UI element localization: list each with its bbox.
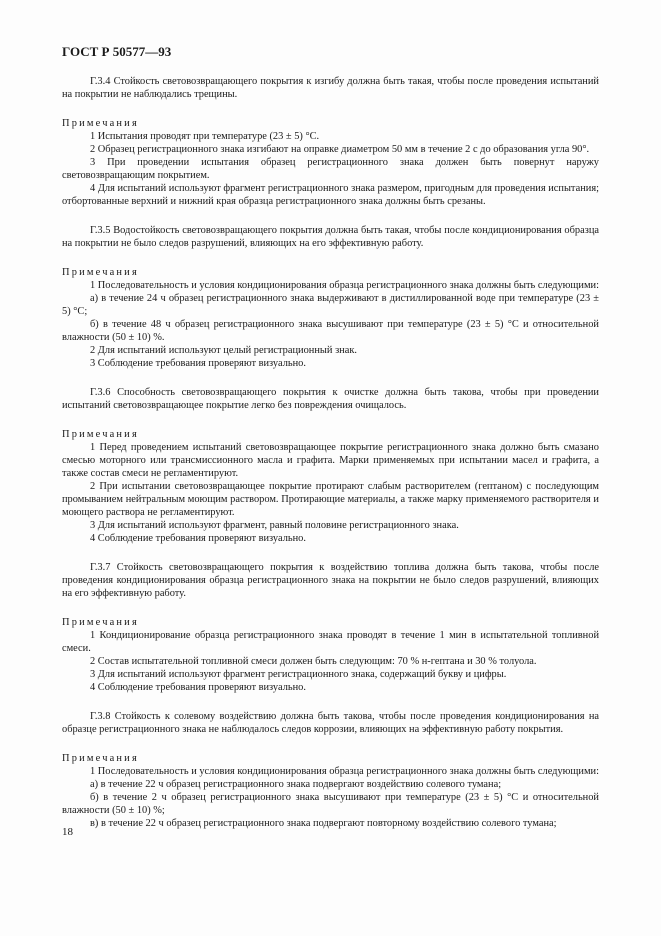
- note-item: 3 Для испытаний используют фрагмент регистрационного знака, содержащий букву и цифры.: [90, 669, 507, 680]
- section-paragraph: Г.3.8 Стойкость к солевому воздействию должна быть такова, чтобы после проведения кондиционирования на образце регистрационного знака не наблюдалось следов коррозии, влияющих на эффективную работу покрытия.: [62, 711, 599, 735]
- document-body: [62, 75, 599, 830]
- note-item: 4 Для испытаний используют фрагмент регистрационного знака размером, пригодным для проведения испытания; отбортованные верхний и нижний края образца регистрационного знака должны быть срезаны.: [62, 183, 599, 207]
- section-g-3-6: [62, 386, 599, 545]
- note-item: б) в течение 2 ч образец регистрационного знака высушивают при температуре (23 ± 5) °С и относительной влажности (50 ± 10) %;: [62, 792, 599, 816]
- note-item: в) в течение 22 ч образец регистрационного знака подвергают повторному воздействию солевого тумана;: [90, 818, 557, 829]
- note-item: 4 Соблюдение требования проверяют визуально.: [90, 533, 306, 544]
- note-item: 2 При испытании световозвращающее покрытие протирают слабым растворителем (гептаном) с последующим промыванием нейтральным моющим раствором. Протирающие материалы, а также марку применяемого растворителя и моющего раствора не регламентируют.: [62, 481, 599, 518]
- notes-block: [62, 428, 599, 545]
- note-item: 2 Для испытаний используют целый регистрационный знак.: [90, 345, 357, 356]
- note-item: 3 Для испытаний используют фрагмент, равный половине регистрационного знака.: [90, 520, 459, 531]
- section-g-3-7: [62, 561, 599, 694]
- section-g-3-4: [62, 75, 599, 208]
- section-paragraph: Г.3.4 Стойкость световозвращающего покрытия к изгибу должна быть такая, чтобы после проведения испытаний на покрытии не наблюдались трещины.: [62, 76, 599, 100]
- section-paragraph: Г.3.7 Стойкость световозвращающего покрытия к воздействию топлива должна быть такова, чтобы после проведения кондиционирования образца регистрационного знака на покрытии не было следов разрушений, влияющих на его эффективную работу.: [62, 562, 599, 599]
- notes-block: [62, 752, 599, 830]
- note-item: а) в течение 22 ч образец регистрационного знака подвергают воздействию солевого тумана;: [90, 779, 502, 790]
- section-paragraph: Г.3.6 Способность световозвращающего покрытия к очистке должна быть такова, чтобы при проведении испытаний световозвращающее покрытие легко без повреждения очищалось.: [62, 387, 599, 411]
- note-item: 1 Кондиционирование образца регистрационного знака проводят в течение 1 мин в испытательной топливной смеси.: [62, 630, 599, 654]
- note-item: 3 При проведении испытания образец регистрационного знака должен быть повернут наружу световозвращающим покрытием.: [62, 157, 599, 181]
- note-item: 2 Состав испытательной топливной смеси должен быть следующим: 70 % н-гептана и 30 % толуола.: [90, 656, 537, 667]
- section-g-3-8: [62, 710, 599, 830]
- note-item: 1 Последовательность и условия кондиционирования образца регистрационного знака должны быть следующими:: [90, 766, 599, 777]
- page-number: 18: [62, 826, 73, 838]
- note-item: б) в течение 48 ч образец регистрационного знака высушивают при температуре (23 ± 5) °С и относительной влажности (50 ± 10) %.: [62, 319, 599, 343]
- notes-block: [62, 266, 599, 370]
- notes-heading: Примечания: [62, 617, 139, 628]
- note-item: 1 Перед проведением испытаний световозвращающее покрытие регистрационного знака должно быть смазано смесью моторного или трансмиссионного масла и графита. Марки применяемых при испытании масел и графита, а также состав смеси не регламентируют.: [62, 442, 599, 479]
- note-item: а) в течение 24 ч образец регистрационного знака выдерживают в дистиллированной воде при температуре (23 ± 5) °С;: [62, 293, 599, 317]
- notes-heading: Примечания: [62, 429, 139, 440]
- notes-heading: Примечания: [62, 267, 139, 278]
- note-item: 1 Испытания проводят при температуре (23 ± 5) °С.: [90, 131, 320, 142]
- section-g-3-5: [62, 224, 599, 370]
- note-item: 1 Последовательность и условия кондиционирования образца регистрационного знака должны быть следующими:: [90, 280, 599, 291]
- note-item: 2 Образец регистрационного знака изгибают на оправке диаметром 50 мм в течение 2 с до образования угла 90°.: [90, 144, 590, 155]
- note-item: 3 Соблюдение требования проверяют визуально.: [90, 358, 306, 369]
- document-header: ГОСТ Р 50577—93: [62, 44, 172, 59]
- notes-heading: Примечания: [62, 753, 139, 764]
- notes-block: [62, 616, 599, 694]
- notes-block: [62, 117, 599, 208]
- notes-heading: Примечания: [62, 118, 139, 129]
- section-paragraph: Г.3.5 Водостойкость световозвращающего покрытия должна быть такая, чтобы после кондиционирования образца на покрытии не было следов разрушений, влияющих на его эффективную работу.: [62, 225, 599, 249]
- note-item: 4 Соблюдение требования проверяют визуально.: [90, 682, 306, 693]
